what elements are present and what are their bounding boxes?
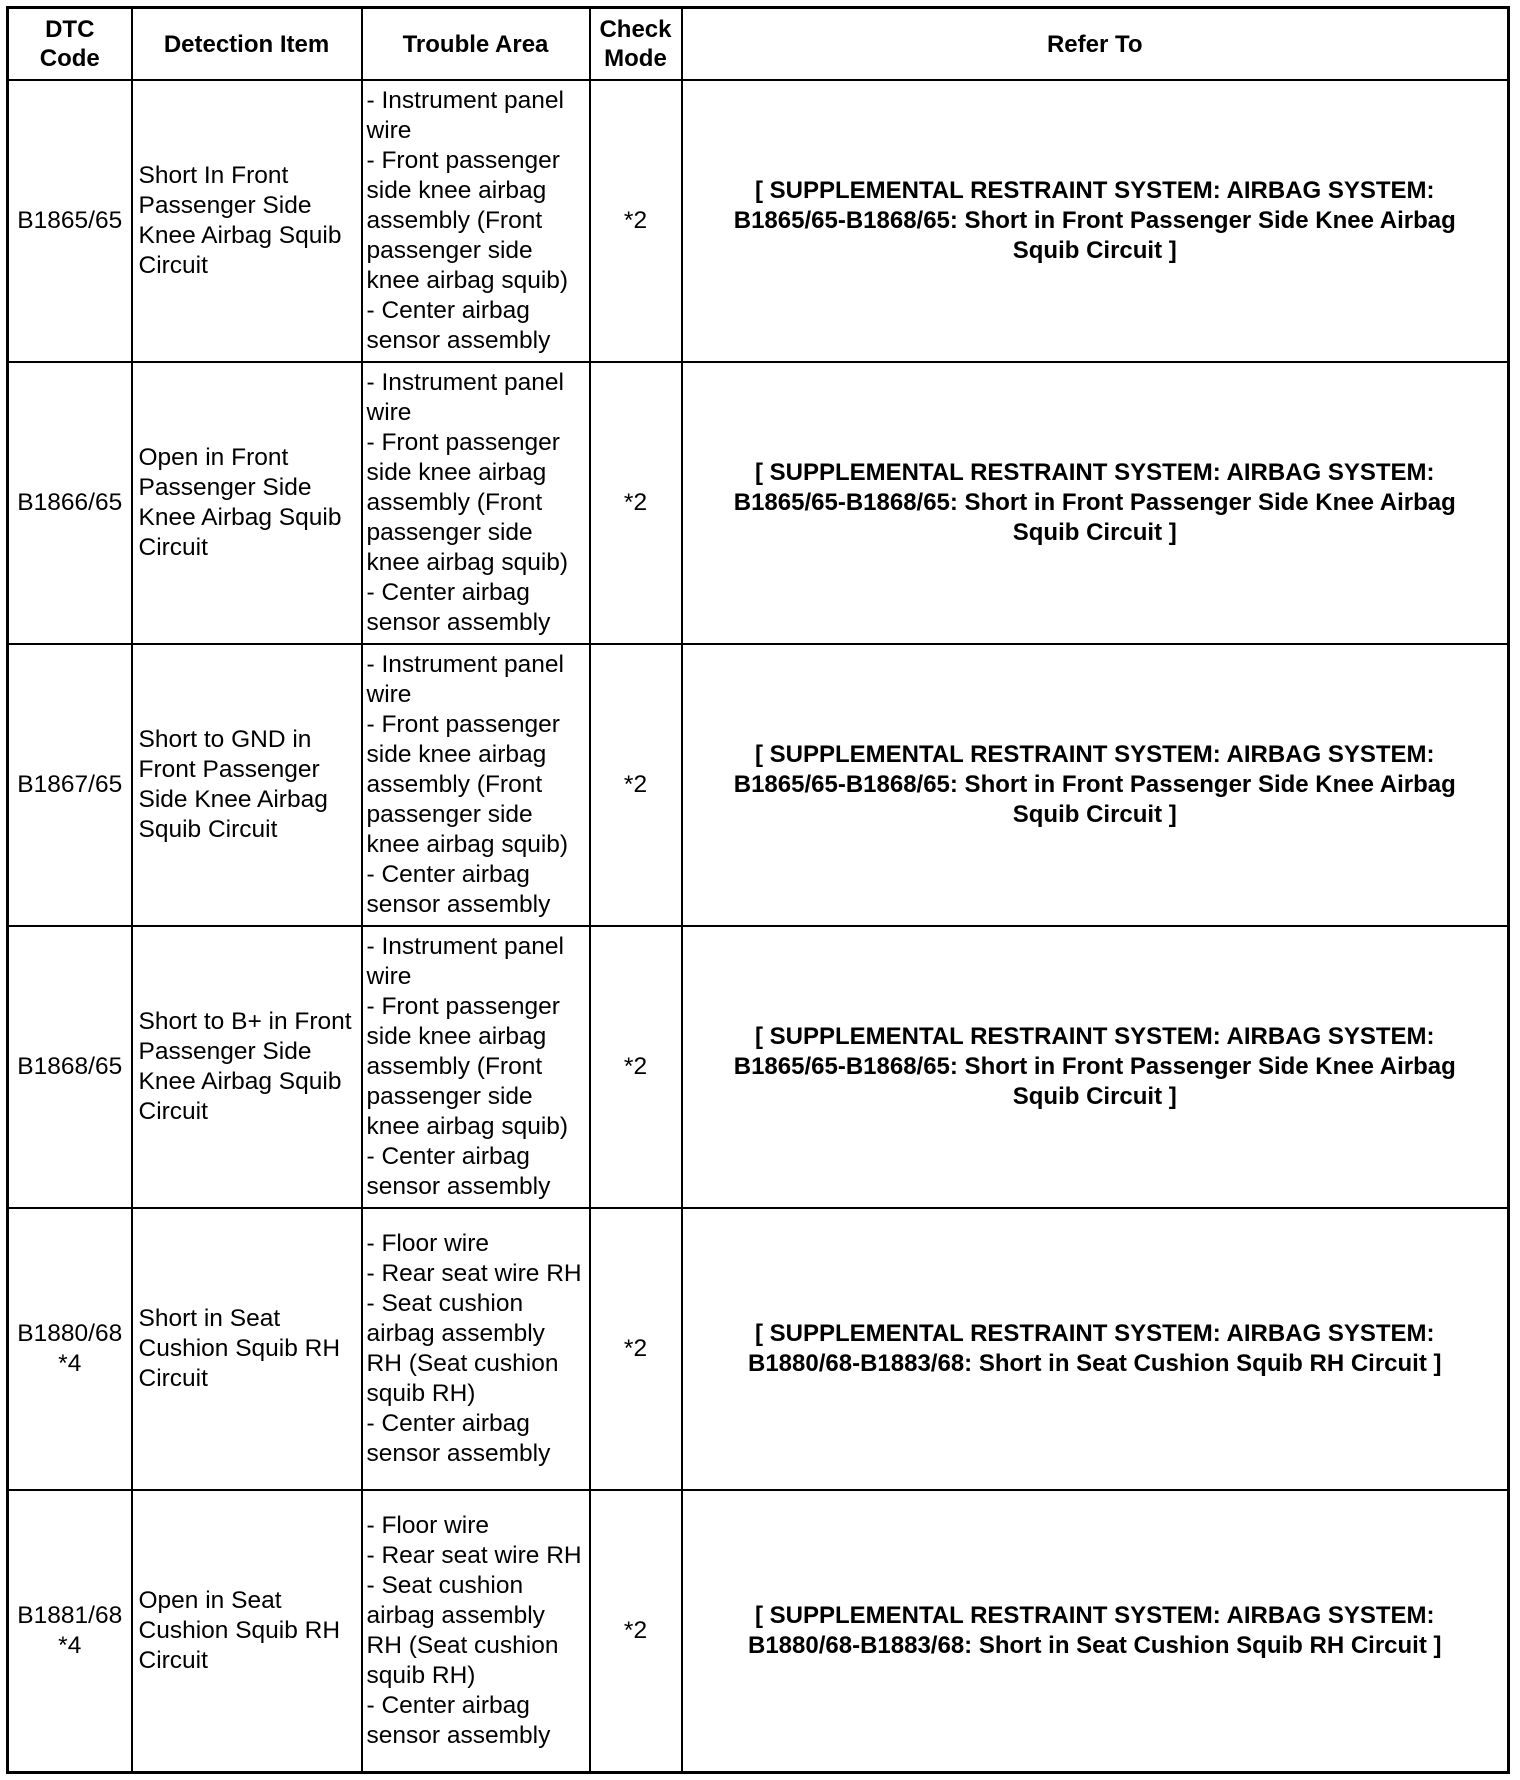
refer-to-link[interactable]: [ SUPPLEMENTAL RESTRAINT SYSTEM: AIRBAG SYSTEM: B1880/68-B1883/68: Short in Seat Cushion Squib RH Circuit ] [682, 1208, 1509, 1490]
dtc-table [6, 6, 1510, 1774]
dtc-code-cell: B1880/68 *4 [8, 1208, 132, 1490]
detection-item-cell: Open in Front Passenger Side Knee Airbag Squib Circuit [132, 362, 362, 644]
detection-item-cell: Short to B+ in Front Passenger Side Knee Airbag Squib Circuit [132, 926, 362, 1208]
check-mode-cell: *2 [590, 926, 682, 1208]
check-mode-cell: *2 [590, 644, 682, 926]
trouble-area-cell: - Instrument panel wire - Front passenger side knee airbag assembly (Front passenger side knee airbag squib) - Center airbag sensor assembly [362, 926, 590, 1208]
table-header [8, 8, 1509, 81]
refer-to-link[interactable]: [ SUPPLEMENTAL RESTRAINT SYSTEM: AIRBAG SYSTEM: B1865/65-B1868/65: Short in Front Passenger Side Knee Airbag Squib Circuit ] [682, 926, 1509, 1208]
header-detection-item: Detection Item [132, 8, 362, 81]
header-check-mode: Check Mode [590, 8, 682, 81]
table-row [8, 644, 1509, 926]
trouble-area-cell: - Floor wire - Rear seat wire RH - Seat cushion airbag assembly RH (Seat cushion squib RH) - Center airbag sensor assembly [362, 1490, 590, 1772]
table-row [8, 926, 1509, 1208]
dtc-code-cell: B1865/65 [8, 80, 132, 362]
trouble-area-cell: - Instrument panel wire - Front passenger side knee airbag assembly (Front passenger side knee airbag squib) - Center airbag sensor assembly [362, 362, 590, 644]
detection-item-cell: Short in Seat Cushion Squib RH Circuit [132, 1208, 362, 1490]
check-mode-cell: *2 [590, 80, 682, 362]
dtc-code-cell: B1868/65 [8, 926, 132, 1208]
check-mode-cell: *2 [590, 1208, 682, 1490]
detection-item-cell: Short In Front Passenger Side Knee Airbag Squib Circuit [132, 80, 362, 362]
table-row [8, 362, 1509, 644]
table-row [8, 1208, 1509, 1490]
table-row [8, 80, 1509, 362]
refer-to-link[interactable]: [ SUPPLEMENTAL RESTRAINT SYSTEM: AIRBAG SYSTEM: B1880/68-B1883/68: Short in Seat Cushion Squib RH Circuit ] [682, 1490, 1509, 1772]
trouble-area-cell: - Instrument panel wire - Front passenger side knee airbag assembly (Front passenger side knee airbag squib) - Center airbag sensor assembly [362, 80, 590, 362]
refer-to-link[interactable]: [ SUPPLEMENTAL RESTRAINT SYSTEM: AIRBAG SYSTEM: B1865/65-B1868/65: Short in Front Passenger Side Knee Airbag Squib Circuit ] [682, 362, 1509, 644]
dtc-code-cell: B1867/65 [8, 644, 132, 926]
refer-to-link[interactable]: [ SUPPLEMENTAL RESTRAINT SYSTEM: AIRBAG SYSTEM: B1865/65-B1868/65: Short in Front Passenger Side Knee Airbag Squib Circuit ] [682, 644, 1509, 926]
header-trouble-area: Trouble Area [362, 8, 590, 81]
refer-to-link[interactable]: [ SUPPLEMENTAL RESTRAINT SYSTEM: AIRBAG SYSTEM: B1865/65-B1868/65: Short in Front Passenger Side Knee Airbag Squib Circuit ] [682, 80, 1509, 362]
detection-item-cell: Open in Seat Cushion Squib RH Circuit [132, 1490, 362, 1772]
header-refer-to: Refer To [682, 8, 1509, 81]
check-mode-cell: *2 [590, 362, 682, 644]
table-body [8, 80, 1509, 1772]
check-mode-cell: *2 [590, 1490, 682, 1772]
trouble-area-cell: - Instrument panel wire - Front passenger side knee airbag assembly (Front passenger side knee airbag squib) - Center airbag sensor assembly [362, 644, 590, 926]
dtc-code-cell: B1881/68 *4 [8, 1490, 132, 1772]
header-row [8, 8, 1509, 81]
trouble-area-cell: - Floor wire - Rear seat wire RH - Seat cushion airbag assembly RH (Seat cushion squib RH) - Center airbag sensor assembly [362, 1208, 590, 1490]
detection-item-cell: Short to GND in Front Passenger Side Knee Airbag Squib Circuit [132, 644, 362, 926]
table-row [8, 1490, 1509, 1772]
dtc-code-cell: B1866/65 [8, 362, 132, 644]
header-dtc-code: DTC Code [8, 8, 132, 81]
